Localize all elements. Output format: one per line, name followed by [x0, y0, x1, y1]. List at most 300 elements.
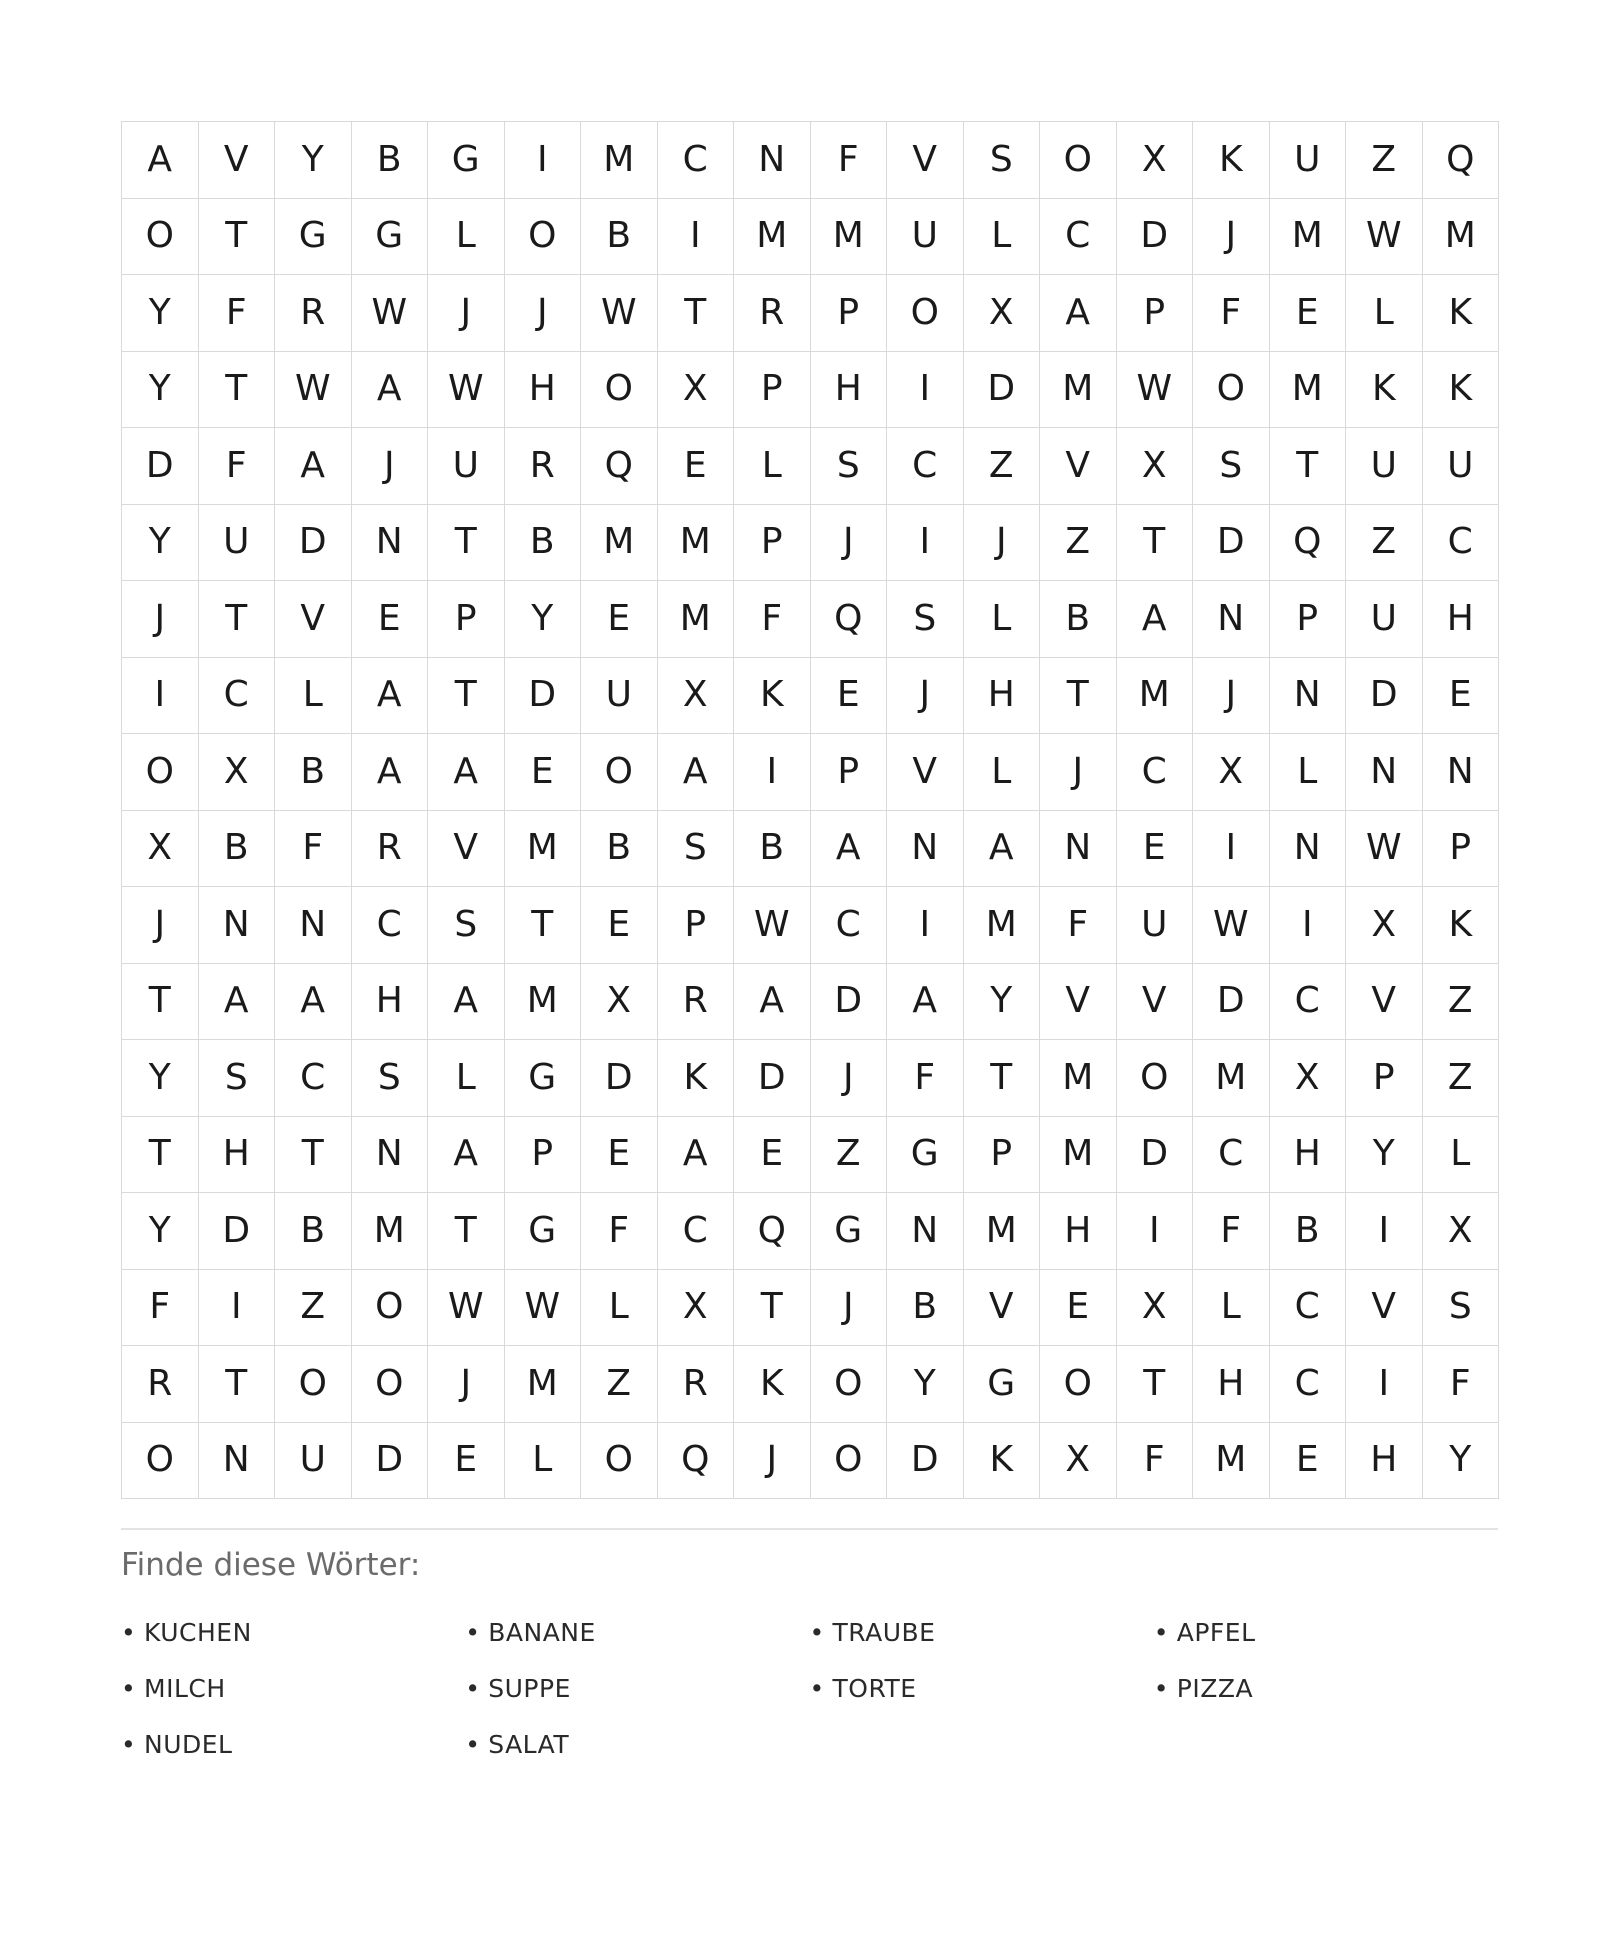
grid-cell[interactable]: H: [1040, 1193, 1117, 1270]
grid-cell[interactable]: G: [505, 1040, 582, 1117]
grid-cell[interactable]: N: [1270, 811, 1347, 888]
grid-cell[interactable]: R: [658, 964, 735, 1041]
grid-cell[interactable]: O: [581, 734, 658, 811]
grid-cell[interactable]: F: [199, 428, 276, 505]
grid-cell[interactable]: N: [275, 887, 352, 964]
grid-cell[interactable]: O: [275, 1346, 352, 1423]
grid-cell[interactable]: A: [1040, 275, 1117, 352]
grid-cell[interactable]: M: [658, 505, 735, 582]
grid-cell[interactable]: U: [1346, 581, 1423, 658]
grid-cell[interactable]: D: [352, 1423, 429, 1500]
grid-cell[interactable]: C: [275, 1040, 352, 1117]
grid-cell[interactable]: T: [199, 581, 276, 658]
grid-cell[interactable]: C: [352, 887, 429, 964]
grid-cell[interactable]: C: [658, 1193, 735, 1270]
grid-cell[interactable]: J: [352, 428, 429, 505]
grid-cell[interactable]: I: [122, 658, 199, 735]
grid-cell[interactable]: T: [658, 275, 735, 352]
grid-cell[interactable]: W: [505, 1270, 582, 1347]
grid-cell[interactable]: X: [1193, 734, 1270, 811]
grid-cell[interactable]: B: [887, 1270, 964, 1347]
grid-cell[interactable]: B: [581, 199, 658, 276]
grid-cell[interactable]: U: [1423, 428, 1500, 505]
grid-cell[interactable]: M: [1193, 1423, 1270, 1500]
grid-cell[interactable]: H: [811, 352, 888, 429]
grid-cell[interactable]: V: [1117, 964, 1194, 1041]
grid-cell[interactable]: U: [1346, 428, 1423, 505]
grid-cell[interactable]: N: [199, 1423, 276, 1500]
grid-cell[interactable]: N: [352, 505, 429, 582]
grid-cell[interactable]: D: [199, 1193, 276, 1270]
grid-cell[interactable]: E: [1040, 1270, 1117, 1347]
grid-cell[interactable]: T: [199, 199, 276, 276]
grid-cell[interactable]: Q: [1423, 122, 1500, 199]
grid-cell[interactable]: P: [734, 505, 811, 582]
grid-cell[interactable]: B: [581, 811, 658, 888]
grid-cell[interactable]: M: [1040, 352, 1117, 429]
grid-cell[interactable]: M: [1117, 658, 1194, 735]
grid-cell[interactable]: T: [1117, 505, 1194, 582]
grid-cell[interactable]: Z: [1346, 505, 1423, 582]
grid-cell[interactable]: O: [352, 1346, 429, 1423]
grid-cell[interactable]: L: [275, 658, 352, 735]
grid-cell[interactable]: X: [1346, 887, 1423, 964]
grid-cell[interactable]: N: [1040, 811, 1117, 888]
grid-cell[interactable]: H: [1423, 581, 1500, 658]
grid-cell[interactable]: O: [1040, 122, 1117, 199]
grid-cell[interactable]: V: [1346, 1270, 1423, 1347]
grid-cell[interactable]: Q: [581, 428, 658, 505]
grid-cell[interactable]: C: [1270, 964, 1347, 1041]
grid-cell[interactable]: I: [1270, 887, 1347, 964]
grid-cell[interactable]: E: [581, 1117, 658, 1194]
grid-cell[interactable]: T: [428, 505, 505, 582]
grid-cell[interactable]: B: [1270, 1193, 1347, 1270]
grid-cell[interactable]: I: [1346, 1193, 1423, 1270]
grid-cell[interactable]: I: [1193, 811, 1270, 888]
grid-cell[interactable]: L: [1193, 1270, 1270, 1347]
grid-cell[interactable]: N: [1270, 658, 1347, 735]
grid-cell[interactable]: T: [964, 1040, 1041, 1117]
grid-cell[interactable]: X: [964, 275, 1041, 352]
grid-cell[interactable]: U: [275, 1423, 352, 1500]
grid-cell[interactable]: L: [964, 581, 1041, 658]
grid-cell[interactable]: I: [887, 887, 964, 964]
grid-cell[interactable]: M: [505, 1346, 582, 1423]
grid-cell[interactable]: A: [1117, 581, 1194, 658]
grid-cell[interactable]: L: [1270, 734, 1347, 811]
grid-cell[interactable]: S: [658, 811, 735, 888]
grid-cell[interactable]: W: [1193, 887, 1270, 964]
grid-cell[interactable]: O: [811, 1423, 888, 1500]
grid-cell[interactable]: L: [1423, 1117, 1500, 1194]
grid-cell[interactable]: M: [581, 505, 658, 582]
grid-cell[interactable]: A: [275, 964, 352, 1041]
grid-cell[interactable]: T: [122, 1117, 199, 1194]
grid-cell[interactable]: M: [1193, 1040, 1270, 1117]
grid-cell[interactable]: N: [734, 122, 811, 199]
grid-cell[interactable]: P: [811, 275, 888, 352]
grid-cell[interactable]: E: [1270, 275, 1347, 352]
grid-cell[interactable]: M: [658, 581, 735, 658]
grid-cell[interactable]: X: [1270, 1040, 1347, 1117]
grid-cell[interactable]: G: [505, 1193, 582, 1270]
grid-cell[interactable]: D: [581, 1040, 658, 1117]
grid-cell[interactable]: Z: [581, 1346, 658, 1423]
grid-cell[interactable]: I: [1346, 1346, 1423, 1423]
grid-cell[interactable]: D: [734, 1040, 811, 1117]
grid-cell[interactable]: Z: [964, 428, 1041, 505]
grid-cell[interactable]: T: [199, 1346, 276, 1423]
grid-cell[interactable]: I: [887, 505, 964, 582]
grid-cell[interactable]: T: [428, 658, 505, 735]
grid-cell[interactable]: W: [352, 275, 429, 352]
grid-cell[interactable]: F: [199, 275, 276, 352]
grid-cell[interactable]: M: [1423, 199, 1500, 276]
grid-cell[interactable]: V: [199, 122, 276, 199]
grid-cell[interactable]: J: [887, 658, 964, 735]
grid-cell[interactable]: M: [1040, 1040, 1117, 1117]
grid-cell[interactable]: J: [964, 505, 1041, 582]
grid-cell[interactable]: Y: [275, 122, 352, 199]
grid-cell[interactable]: M: [505, 811, 582, 888]
grid-cell[interactable]: D: [811, 964, 888, 1041]
grid-cell[interactable]: K: [1423, 887, 1500, 964]
grid-cell[interactable]: D: [964, 352, 1041, 429]
grid-cell[interactable]: A: [428, 964, 505, 1041]
grid-cell[interactable]: Y: [122, 275, 199, 352]
grid-cell[interactable]: P: [428, 581, 505, 658]
grid-cell[interactable]: R: [658, 1346, 735, 1423]
grid-cell[interactable]: D: [275, 505, 352, 582]
grid-cell[interactable]: M: [964, 887, 1041, 964]
grid-cell[interactable]: X: [658, 352, 735, 429]
grid-cell[interactable]: E: [734, 1117, 811, 1194]
grid-cell[interactable]: B: [505, 505, 582, 582]
grid-cell[interactable]: G: [275, 199, 352, 276]
grid-cell[interactable]: W: [275, 352, 352, 429]
grid-cell[interactable]: S: [352, 1040, 429, 1117]
grid-cell[interactable]: C: [199, 658, 276, 735]
grid-cell[interactable]: Q: [734, 1193, 811, 1270]
grid-cell[interactable]: X: [658, 658, 735, 735]
grid-cell[interactable]: J: [505, 275, 582, 352]
grid-cell[interactable]: N: [352, 1117, 429, 1194]
grid-cell[interactable]: W: [581, 275, 658, 352]
grid-cell[interactable]: D: [1117, 1117, 1194, 1194]
grid-cell[interactable]: C: [887, 428, 964, 505]
grid-cell[interactable]: P: [1117, 275, 1194, 352]
grid-cell[interactable]: E: [1270, 1423, 1347, 1500]
grid-cell[interactable]: F: [1193, 275, 1270, 352]
grid-cell[interactable]: I: [199, 1270, 276, 1347]
grid-cell[interactable]: U: [887, 199, 964, 276]
grid-cell[interactable]: X: [122, 811, 199, 888]
grid-cell[interactable]: V: [1346, 964, 1423, 1041]
grid-cell[interactable]: E: [1423, 658, 1500, 735]
grid-cell[interactable]: Q: [658, 1423, 735, 1500]
grid-cell[interactable]: J: [428, 1346, 505, 1423]
grid-cell[interactable]: Z: [1346, 122, 1423, 199]
grid-cell[interactable]: T: [1117, 1346, 1194, 1423]
grid-cell[interactable]: R: [734, 275, 811, 352]
grid-cell[interactable]: J: [811, 1270, 888, 1347]
grid-cell[interactable]: O: [581, 352, 658, 429]
grid-cell[interactable]: F: [1193, 1193, 1270, 1270]
grid-cell[interactable]: Z: [1040, 505, 1117, 582]
grid-cell[interactable]: Z: [275, 1270, 352, 1347]
grid-cell[interactable]: W: [428, 1270, 505, 1347]
grid-cell[interactable]: S: [811, 428, 888, 505]
grid-cell[interactable]: L: [964, 734, 1041, 811]
grid-cell[interactable]: K: [1423, 352, 1500, 429]
grid-cell[interactable]: P: [1346, 1040, 1423, 1117]
grid-cell[interactable]: M: [964, 1193, 1041, 1270]
grid-cell[interactable]: I: [887, 352, 964, 429]
grid-cell[interactable]: C: [1040, 199, 1117, 276]
grid-cell[interactable]: V: [428, 811, 505, 888]
grid-cell[interactable]: T: [1270, 428, 1347, 505]
grid-cell[interactable]: F: [1040, 887, 1117, 964]
grid-cell[interactable]: M: [811, 199, 888, 276]
grid-cell[interactable]: K: [1423, 275, 1500, 352]
grid-cell[interactable]: M: [1270, 199, 1347, 276]
grid-cell[interactable]: G: [352, 199, 429, 276]
grid-cell[interactable]: H: [352, 964, 429, 1041]
grid-cell[interactable]: P: [658, 887, 735, 964]
grid-cell[interactable]: S: [964, 122, 1041, 199]
grid-cell[interactable]: A: [352, 734, 429, 811]
grid-cell[interactable]: C: [1270, 1346, 1347, 1423]
grid-cell[interactable]: C: [1270, 1270, 1347, 1347]
grid-cell[interactable]: P: [734, 352, 811, 429]
grid-cell[interactable]: O: [122, 734, 199, 811]
grid-cell[interactable]: X: [1117, 122, 1194, 199]
grid-cell[interactable]: O: [1193, 352, 1270, 429]
grid-cell[interactable]: E: [658, 428, 735, 505]
grid-cell[interactable]: U: [199, 505, 276, 582]
grid-cell[interactable]: O: [122, 1423, 199, 1500]
grid-cell[interactable]: V: [887, 734, 964, 811]
grid-cell[interactable]: W: [428, 352, 505, 429]
grid-cell[interactable]: H: [964, 658, 1041, 735]
grid-cell[interactable]: U: [428, 428, 505, 505]
grid-cell[interactable]: P: [811, 734, 888, 811]
grid-cell[interactable]: L: [734, 428, 811, 505]
grid-cell[interactable]: E: [811, 658, 888, 735]
grid-cell[interactable]: Y: [887, 1346, 964, 1423]
grid-cell[interactable]: R: [505, 428, 582, 505]
grid-cell[interactable]: C: [811, 887, 888, 964]
grid-cell[interactable]: B: [352, 122, 429, 199]
grid-cell[interactable]: F: [811, 122, 888, 199]
grid-cell[interactable]: G: [964, 1346, 1041, 1423]
grid-cell[interactable]: X: [1117, 1270, 1194, 1347]
grid-cell[interactable]: L: [964, 199, 1041, 276]
grid-cell[interactable]: J: [122, 887, 199, 964]
grid-cell[interactable]: N: [199, 887, 276, 964]
grid-cell[interactable]: T: [275, 1117, 352, 1194]
grid-cell[interactable]: W: [1346, 811, 1423, 888]
grid-cell[interactable]: K: [964, 1423, 1041, 1500]
grid-cell[interactable]: Y: [1346, 1117, 1423, 1194]
grid-cell[interactable]: F: [1117, 1423, 1194, 1500]
grid-cell[interactable]: K: [658, 1040, 735, 1117]
grid-cell[interactable]: I: [658, 199, 735, 276]
grid-cell[interactable]: G: [428, 122, 505, 199]
grid-cell[interactable]: N: [1423, 734, 1500, 811]
grid-cell[interactable]: K: [734, 658, 811, 735]
grid-cell[interactable]: J: [1193, 199, 1270, 276]
grid-cell[interactable]: G: [887, 1117, 964, 1194]
grid-cell[interactable]: Y: [505, 581, 582, 658]
grid-cell[interactable]: T: [199, 352, 276, 429]
grid-cell[interactable]: D: [122, 428, 199, 505]
grid-cell[interactable]: U: [581, 658, 658, 735]
grid-cell[interactable]: H: [505, 352, 582, 429]
grid-cell[interactable]: S: [428, 887, 505, 964]
grid-cell[interactable]: M: [1270, 352, 1347, 429]
grid-cell[interactable]: J: [1193, 658, 1270, 735]
grid-cell[interactable]: D: [887, 1423, 964, 1500]
grid-cell[interactable]: C: [1117, 734, 1194, 811]
grid-cell[interactable]: F: [581, 1193, 658, 1270]
grid-cell[interactable]: J: [811, 1040, 888, 1117]
grid-cell[interactable]: L: [1346, 275, 1423, 352]
grid-cell[interactable]: E: [581, 581, 658, 658]
grid-cell[interactable]: S: [1193, 428, 1270, 505]
grid-cell[interactable]: Y: [122, 1040, 199, 1117]
grid-cell[interactable]: Y: [122, 1193, 199, 1270]
grid-cell[interactable]: L: [581, 1270, 658, 1347]
grid-cell[interactable]: T: [122, 964, 199, 1041]
grid-cell[interactable]: W: [1117, 352, 1194, 429]
grid-cell[interactable]: B: [199, 811, 276, 888]
grid-cell[interactable]: X: [1423, 1193, 1500, 1270]
grid-cell[interactable]: H: [199, 1117, 276, 1194]
grid-cell[interactable]: R: [122, 1346, 199, 1423]
grid-cell[interactable]: C: [1423, 505, 1500, 582]
grid-cell[interactable]: K: [1193, 122, 1270, 199]
grid-cell[interactable]: Y: [1423, 1423, 1500, 1500]
grid-cell[interactable]: W: [1346, 199, 1423, 276]
grid-cell[interactable]: X: [199, 734, 276, 811]
grid-cell[interactable]: J: [122, 581, 199, 658]
grid-cell[interactable]: C: [1193, 1117, 1270, 1194]
grid-cell[interactable]: O: [352, 1270, 429, 1347]
grid-cell[interactable]: J: [428, 275, 505, 352]
grid-cell[interactable]: O: [811, 1346, 888, 1423]
grid-cell[interactable]: E: [581, 887, 658, 964]
grid-cell[interactable]: Y: [122, 352, 199, 429]
grid-cell[interactable]: F: [275, 811, 352, 888]
grid-cell[interactable]: A: [275, 428, 352, 505]
grid-cell[interactable]: R: [275, 275, 352, 352]
grid-cell[interactable]: M: [734, 199, 811, 276]
grid-cell[interactable]: Y: [964, 964, 1041, 1041]
grid-cell[interactable]: H: [1193, 1346, 1270, 1423]
grid-cell[interactable]: O: [1117, 1040, 1194, 1117]
grid-cell[interactable]: D: [1193, 505, 1270, 582]
grid-cell[interactable]: Q: [1270, 505, 1347, 582]
grid-cell[interactable]: O: [887, 275, 964, 352]
grid-cell[interactable]: X: [658, 1270, 735, 1347]
grid-cell[interactable]: L: [505, 1423, 582, 1500]
grid-cell[interactable]: T: [428, 1193, 505, 1270]
grid-cell[interactable]: O: [581, 1423, 658, 1500]
grid-cell[interactable]: M: [581, 122, 658, 199]
grid-cell[interactable]: A: [964, 811, 1041, 888]
grid-cell[interactable]: K: [734, 1346, 811, 1423]
grid-cell[interactable]: A: [887, 964, 964, 1041]
grid-cell[interactable]: A: [811, 811, 888, 888]
grid-cell[interactable]: T: [505, 887, 582, 964]
grid-cell[interactable]: V: [887, 122, 964, 199]
grid-cell[interactable]: J: [1040, 734, 1117, 811]
grid-cell[interactable]: E: [1117, 811, 1194, 888]
grid-cell[interactable]: G: [811, 1193, 888, 1270]
grid-cell[interactable]: V: [275, 581, 352, 658]
grid-cell[interactable]: F: [122, 1270, 199, 1347]
grid-cell[interactable]: D: [1117, 199, 1194, 276]
grid-cell[interactable]: J: [734, 1423, 811, 1500]
grid-cell[interactable]: O: [1040, 1346, 1117, 1423]
grid-cell[interactable]: A: [658, 734, 735, 811]
grid-cell[interactable]: F: [734, 581, 811, 658]
grid-cell[interactable]: A: [428, 734, 505, 811]
grid-cell[interactable]: S: [1423, 1270, 1500, 1347]
grid-cell[interactable]: F: [1423, 1346, 1500, 1423]
grid-cell[interactable]: L: [428, 199, 505, 276]
grid-cell[interactable]: A: [122, 122, 199, 199]
grid-cell[interactable]: I: [1117, 1193, 1194, 1270]
grid-cell[interactable]: M: [352, 1193, 429, 1270]
grid-cell[interactable]: Y: [122, 505, 199, 582]
grid-cell[interactable]: T: [734, 1270, 811, 1347]
grid-cell[interactable]: P: [505, 1117, 582, 1194]
grid-cell[interactable]: X: [1040, 1423, 1117, 1500]
grid-cell[interactable]: X: [1117, 428, 1194, 505]
grid-cell[interactable]: Z: [1423, 964, 1500, 1041]
grid-cell[interactable]: A: [352, 352, 429, 429]
grid-cell[interactable]: A: [658, 1117, 735, 1194]
grid-cell[interactable]: N: [887, 1193, 964, 1270]
grid-cell[interactable]: F: [887, 1040, 964, 1117]
grid-cell[interactable]: C: [658, 122, 735, 199]
grid-cell[interactable]: S: [199, 1040, 276, 1117]
grid-cell[interactable]: A: [428, 1117, 505, 1194]
grid-cell[interactable]: B: [1040, 581, 1117, 658]
grid-cell[interactable]: U: [1270, 122, 1347, 199]
grid-cell[interactable]: H: [1346, 1423, 1423, 1500]
grid-cell[interactable]: T: [1040, 658, 1117, 735]
grid-cell[interactable]: E: [352, 581, 429, 658]
grid-cell[interactable]: Z: [1423, 1040, 1500, 1117]
grid-cell[interactable]: D: [1346, 658, 1423, 735]
grid-cell[interactable]: P: [964, 1117, 1041, 1194]
grid-cell[interactable]: N: [1346, 734, 1423, 811]
grid-cell[interactable]: X: [581, 964, 658, 1041]
grid-cell[interactable]: W: [734, 887, 811, 964]
grid-cell[interactable]: D: [1193, 964, 1270, 1041]
grid-cell[interactable]: E: [428, 1423, 505, 1500]
grid-cell[interactable]: J: [811, 505, 888, 582]
grid-cell[interactable]: P: [1270, 581, 1347, 658]
grid-cell[interactable]: V: [964, 1270, 1041, 1347]
grid-cell[interactable]: R: [352, 811, 429, 888]
grid-cell[interactable]: A: [352, 658, 429, 735]
grid-cell[interactable]: Q: [811, 581, 888, 658]
